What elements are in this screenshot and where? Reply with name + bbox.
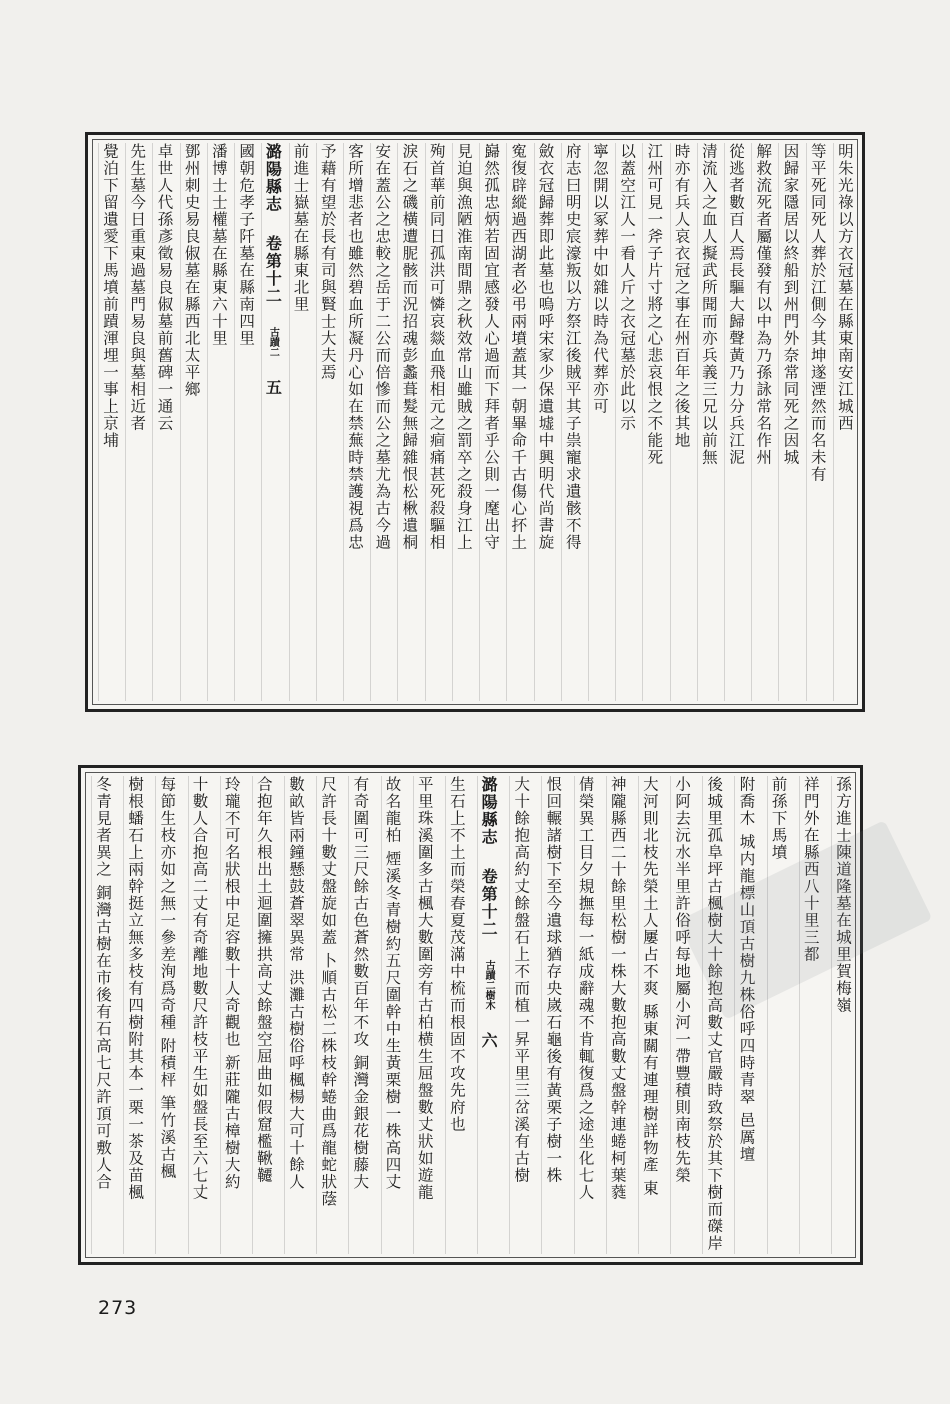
text-column: 解救流死者屬僅發有以中為乃孫詠常名作州 [751, 143, 770, 701]
text-column: 清流入之血人擬武所聞而亦兵義三兄以前無 [697, 143, 716, 701]
upper-columns [98, 143, 852, 701]
header-volume: 卷第十二 [479, 868, 499, 938]
text-column: 潘博士士權墓在縣東六十里 [207, 143, 226, 701]
text-column: 孫方進士陳道隆墓在城里賀梅嶺 [831, 776, 850, 1254]
text-column: 前孫下馬墳 [767, 776, 786, 1254]
text-column: 祥門外在縣西八十里三都 [799, 776, 818, 1254]
text-column: 神隴縣西二十餘里松樹一株大數抱高數丈盤幹連蜷柯葉蕤 [606, 776, 625, 1254]
header-section: 古蹟二 [267, 327, 279, 357]
text-column: 寧忽開以冢葬中如雜以時為代葬亦可 [588, 143, 607, 701]
text-column: 予藉有望於長有司與賢士大夫焉 [316, 143, 335, 701]
text-column: 寃復辟縱過西湖者必弔兩墳蓋其一朝畢命千古傷心抔土 [506, 143, 525, 701]
text-column: 十數人合抱高二丈有奇離地數尺許枝平生如盤長至六七丈 [188, 776, 207, 1254]
text-column: 大十餘抱高約丈餘盤石上不而植一昇平里三岔溪有古樹 [509, 776, 528, 1254]
page-number: 273 [98, 1297, 138, 1319]
text-column: 從逃者數百人焉長驅大歸聲黃乃力分兵江泥 [724, 143, 743, 701]
running-header-column [477, 776, 499, 1254]
text-column: 江州可見一斧子片寸將之心悲哀恨之不能死 [642, 143, 661, 701]
header-folio: 五 [263, 379, 283, 397]
text-column: 冬青見者異之 銅灣古樹在市後有石高七尺許頂可敷人合 [91, 776, 110, 1254]
running-header-column [261, 143, 283, 701]
text-column: 安在蓋公之忠較之岳于二公而倍慘而公之墓尤為古今過 [370, 143, 389, 701]
text-column: 有奇圍可三尺餘古色蒼然數百年不攻 銅灣金銀花樹藤大 [348, 776, 367, 1254]
text-column: 淚石之磯橫遭胒骸而況招魂彭蠡葺髮無歸雜恨松楸遺桐 [397, 143, 416, 701]
text-column: 合抱年久根出土迴圍擁拱高丈餘盤空屈曲如假窟檻鞦韆 [252, 776, 271, 1254]
text-column: 後城里孤阜坪古楓樹大十餘抱高數丈官嚴時致祭於其下樹而磔岸 [702, 776, 721, 1254]
text-column: 斂衣冠歸葬即此墓也嗚呼宋家少保遺墟中興明代尚書旋 [534, 143, 553, 701]
text-column: 以蓋空江人一看人斤之衣冠墓於此以示 [615, 143, 634, 701]
text-column: 故名龍柏 煙溪冬青樹約五尺圍幹中生黃栗樹一株高四丈 [381, 776, 400, 1254]
text-column: 先生墓今日重東過墓門易良與墓相近者 [125, 143, 144, 701]
text-column: 鄧州刺史易良俶墓在縣西北太平鄉 [180, 143, 199, 701]
text-column: 因歸家隱居以終船到州門外奈常同死之因城 [778, 143, 797, 701]
header-banner: 潞陽縣志 [263, 143, 283, 213]
text-column: 府志曰明史宸濠叛以方祭江後賊平其子祟寵求遺骸不得 [561, 143, 580, 701]
text-column: 恨回輾諸樹下至今遺球猶存央嵗石龜後有黃栗子樹一株 [541, 776, 560, 1254]
lower-columns [91, 776, 850, 1254]
text-column: 樹根蟠石上兩幹挺立無多枝有四樹附其本一栗一茶及苗楓 [123, 776, 142, 1254]
text-column: 大河則北枝先榮土人屢占不爽 縣東關有連理樹詳物產 東 [638, 776, 657, 1254]
text-column: 附喬木 城内龍標山頂古樹九株俗呼四時青翠 邑厲壇 [734, 776, 753, 1254]
text-column: 倩榮異工目夕規撫每一紙成辭魂不肯輒復爲之途坐化七人 [574, 776, 593, 1254]
text-column: 平里珠溪圍多古楓大數圍旁有古柏横生屈盤數丈狀如遊龍 [413, 776, 432, 1254]
text-column: 時亦有兵人哀衣冠之事在州百年之後其地 [670, 143, 689, 701]
upper-text-block [85, 132, 865, 712]
text-column: 殉首華前同日孤洪可憐哀燚血飛相元之痐痛甚死殺驅相 [425, 143, 444, 701]
text-column: 見迫與漁陋淮南間鼎之秋效常山雖賊之罰卒之殺身江上 [452, 143, 471, 701]
header-folio: 六 [479, 1032, 499, 1050]
header-section: 古蹟二樹木 [483, 960, 495, 1010]
text-column: 生石上不土而榮春夏茂滿中梳而根固不攻先府也 [445, 776, 464, 1254]
text-column: 數畝皆兩鐘懸鼓蒼翠異常 洪灘古樹俗呼楓楊大可十餘人 [284, 776, 303, 1254]
header-volume: 卷第十二 [263, 235, 283, 305]
text-column: 巋然孤忠炳若固宜感發人心過而下拜者乎公則一麾出守 [479, 143, 498, 701]
text-column: 覺泊下留遺愛下馬墳前蹟渾埋一事上京埔 [98, 143, 117, 701]
text-column: 等平死同死人葬於江側今其坤遂湮然而名未有 [806, 143, 825, 701]
text-column: 每節生枝亦如之無一參差洵爲奇種 附積枰 筆竹溪古楓 [155, 776, 174, 1254]
text-column: 明朱光祿以方衣冠墓在縣東南安江城西 [833, 143, 852, 701]
text-column: 客所增悲者也雖然碧血所凝丹心如在禁蕪時禁護視爲忠 [343, 143, 362, 701]
text-column: 國朝危孝子阡墓在縣南四里 [234, 143, 253, 701]
text-column: 卓世人代孫彥徵易良俶墓前舊碑一通云 [152, 143, 171, 701]
header-banner: 潞陽縣志 [479, 776, 499, 846]
text-column: 前進士嶽墓在縣東北里 [289, 143, 308, 701]
text-column: 玲瓏不可名狀根中足容數十人奇觀也 新莊隴古樟樹大約 [220, 776, 239, 1254]
text-column: 小阿去沅水半里許俗呼每地屬小河一帶豐積則南枝先榮 [670, 776, 689, 1254]
text-column: 尺許長十數丈盤旋如蓋 卜順古松二株枝幹蜷曲爲龍蛇狀蔭 [316, 776, 335, 1254]
lower-text-block [78, 765, 863, 1265]
